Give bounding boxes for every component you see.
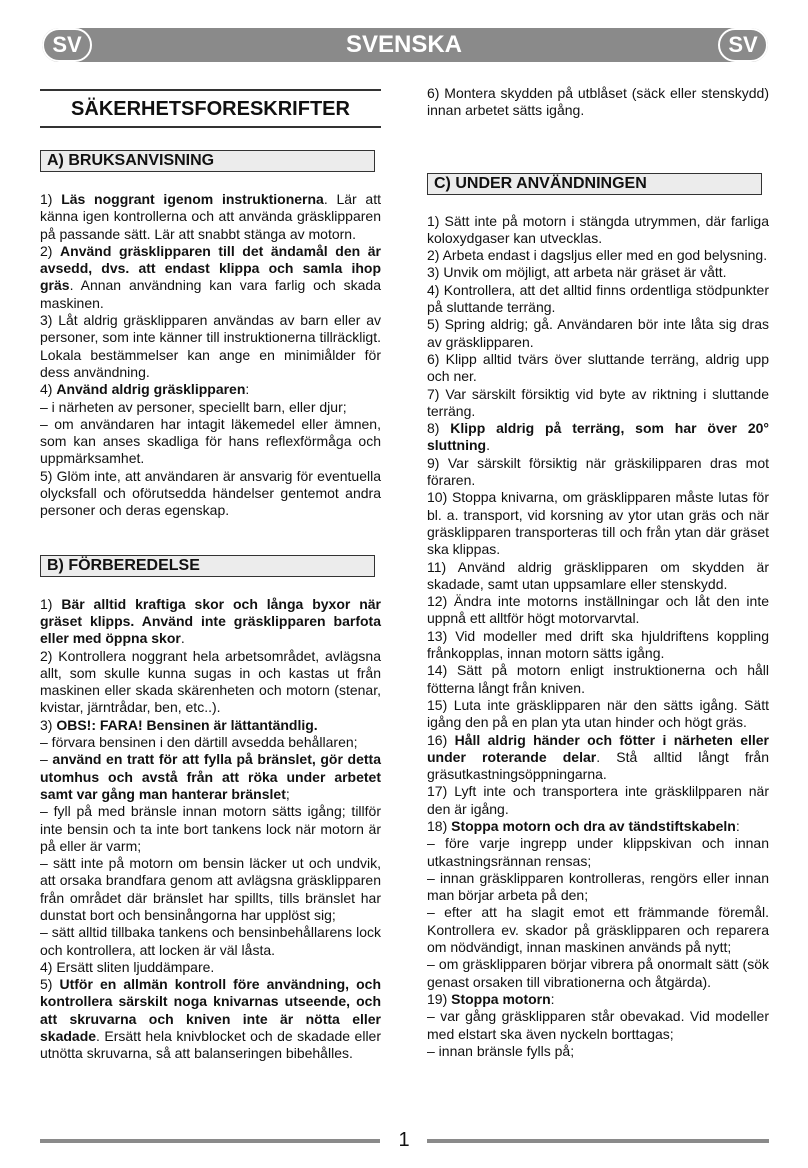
paragraph: 17) Lyft inte och transportera inte gräsklilpparen när den är igång.: [427, 783, 769, 817]
paragraph: – innan bränsle fylls på;: [427, 1042, 575, 1059]
paragraph: 1) Bär alltid kraftiga skor och långa byxor när gräset klipps. Använd inte gräsklipparen barfota eller med öppna skor.: [40, 595, 381, 647]
paragraph: – sätt alltid tillbaka tankens och bensinbehållarens lock och kontrollera, att locken är väl låsta.: [40, 924, 381, 958]
left-column: [40, 88, 381, 1063]
paragraph: 2) Arbeta endast i dagsljus eller med en god belysning.: [427, 247, 768, 264]
paragraph: 5) Glöm inte, att användaren är ansvarig för eventuella olycksfall och oförutsedda händelser gentemot andra personer och deras egenskap.: [40, 467, 381, 519]
paragraph: 10) Stoppa knivarna, om gräsklipparen måste lutas för bl. a. transport, vid korsning av ytor utan gräs och när gräsklipparen transporteras till och från ytan där gräset ska klippas.: [427, 489, 769, 558]
language-badge-right: SV: [718, 28, 768, 62]
paragraph: 19) Stoppa motorn:: [427, 990, 555, 1007]
right-intro: [427, 85, 769, 120]
language-badge-left: SV: [42, 28, 92, 62]
paragraph: – efter att ha slagit emot ett främmande föremål. Kontrollera ev. skador på gräsklipparen och reparera om nödvändigt, innan maskinen används på nytt;: [427, 904, 769, 956]
bold-text: Använd gräsklipparen till det ändamål den är avsedd, dvs. att endast klippa och samla ihop gräs: [40, 242, 381, 294]
paragraph: – i närheten av personer, speciellt barn, eller djur;: [40, 398, 347, 415]
paragraph: – om gräsklipparen börjar vibrera på onormalt sätt (sök genast orsaken till vibrationerna och åtgärda).: [427, 956, 769, 990]
section-a-body: [40, 191, 381, 520]
paragraph: – använd en tratt för att fylla på bränslet, gör detta utomhus och avstå från att röka under arbetet samt var gång man hanterar bränslet;: [40, 751, 381, 802]
paragraph: 3) Låt aldrig gräsklipparen användas av barn eller av personer, som inte känner till instruktionerna tillräckligt. Lokala bestämmelser kan ange en minimiålder för dess användning.: [40, 312, 381, 380]
paragraph: 5) Utför en allmän kontroll före användning, och kontrollera särskilt noga knivarnas utseende, och att skruvarna och kniven inte är nötta eller skadade. Ersätt hela knivblocket och de skadade eller utnötta skruvarna, så att balanseringen bibehålles.: [40, 976, 381, 1062]
paragraph: 9) Var särskilt försiktig när gräskilipparen dras mot föraren.: [427, 454, 769, 489]
section-c-heading: C) UNDER ANVÄNDNINGEN: [427, 173, 762, 195]
paragraph: 5) Spring aldrig; gå. Användaren bör inte låta sig dras av gräsklipparen.: [427, 316, 769, 350]
footer-rule-right: [427, 1139, 769, 1143]
paragraph: – innan gräsklipparen kontrolleras, rengörs eller innan man börjar arbeta på den;: [427, 869, 769, 904]
bold-text: Använd aldrig gräsklipparen: [56, 381, 246, 398]
paragraph: 12) Ändra inte motorns inställningar och låt den inte uppnå ett alltför högt motorvarvtal.: [427, 593, 769, 627]
paragraph: 11) Använd aldrig gräsklipparen om skydden är skadade, samt utan uppsamlare eller stenskydd.: [427, 558, 769, 592]
paragraph: 4) Ersätt sliten ljuddämpare.: [40, 958, 215, 975]
paragraph: 4) Kontrollera, att det alltid finns ordentliga stödpunkter på sluttande terräng.: [427, 281, 769, 316]
bold-text: Stoppa motorn: [451, 990, 551, 1007]
page-number: 1: [398, 1129, 410, 1151]
paragraph: 6) Klipp alltid tvärs över sluttande terräng, aldrig upp och ner.: [427, 350, 769, 385]
paragraph: – förvara bensinen i den därtill avsedda behållaren;: [40, 734, 358, 751]
paragraph: – var gång gräsklipparen står obevakad. Vid modeller med elstart ska även nyckeln borttagas;: [427, 1008, 769, 1042]
bold-text: Utför en allmän kontroll före användning, och kontrollera särskilt noga knivarnas utseende, och att skruvarna och kniven inte är nötta eller skadade: [40, 976, 381, 1045]
main-title: SÄKERHETSFORESKRIFTER: [40, 89, 381, 128]
section-c-body: [427, 213, 769, 1061]
paragraph: 2) Kontrollera noggrant hela arbetsområdet, avlägsna allt, som skulle kunna sugas in och kastas ut från maskinen eller skada skärenheten och motorn (stenar, kvistar, järntrådar, ben, etc..).: [40, 647, 381, 716]
paragraph: – före varje ingrepp under klippskivan och innan utkastningsrännan rensas;: [427, 835, 769, 869]
bold-text: använd en tratt för att fylla på bränslet, gör detta utomhus och avstå från att röka under arbetet samt var gång man hanterar bränslet: [40, 751, 381, 802]
bold-text: Stoppa motorn och dra av tändstiftskabeln: [451, 817, 736, 834]
paragraph: – fyll på med bränsle innan motorn sätts igång; tillför inte bensin och ta inte bort tankens lock när motorn är på eller är varm;: [40, 803, 381, 854]
right-column: [427, 85, 769, 1060]
bold-text: Klipp aldrig på terräng, som har över 20° sluttning: [427, 420, 769, 454]
paragraph: – om användaren har intagit läkemedel eller ämnen, som kan anses skadliga för hans reflexförmåga och uppmärksamhet.: [40, 415, 381, 467]
footer-rule-left: [40, 1139, 380, 1143]
bold-text: Håll aldrig händer och fötter i närheten eller under roterande delar: [427, 731, 770, 765]
paragraph: 8) Klipp aldrig på terräng, som har över 20° sluttning.: [427, 420, 769, 454]
page-header-title: SVENSKA: [345, 31, 463, 58]
paragraph: 6) Montera skydden på utblåset (säck eller stenskydd) innan arbetet sätts igång.: [427, 85, 769, 119]
paragraph: 7) Var särskilt försiktig vid byte av riktning i sluttande terräng.: [427, 385, 769, 419]
paragraph: 18) Stoppa motorn och dra av tändstiftskabeln:: [427, 817, 740, 834]
section-b-heading: B) FÖRBEREDELSE: [40, 555, 375, 577]
paragraph: 1) Läs noggrant igenom instruktionerna. Lär att känna igen kontrollerna och att använda gräsklipparen på passande sätt. Lär att snabbt stänga av motorn.: [40, 191, 381, 242]
bold-text: OBS!: FARA! Bensinen är lättantändlig.: [56, 716, 318, 733]
section-b-body: [40, 596, 381, 1063]
bold-text: Läs noggrant igenom instruktionerna: [61, 191, 324, 207]
bold-text: Bär alltid kraftiga skor och långa byxor när gräset klipps. Använd inte gräsklipparen barfota eller med öppna skor: [40, 595, 381, 647]
paragraph: 14) Sätt på motorn enligt instruktionerna och håll fötterna långt från kniven.: [427, 662, 769, 696]
paragraph: – sätt inte på motorn om bensin läcker ut och undvik, att orsaka brandfara genom att avlägsna gräsklipparen från området där bränslet har spillts, tills bränslet har dunstat bort och bensinångorna har upplöst sig;: [40, 855, 381, 923]
section-a-heading: A) BRUKSANVISNING: [40, 150, 375, 172]
paragraph: 4) Använd aldrig gräsklipparen:: [40, 381, 250, 398]
paragraph: 1) Sätt inte på motorn i stängda utrymmen, där farliga koloxydgaser kan utvecklas.: [427, 212, 769, 246]
paragraph: 2) Använd gräsklipparen till det ändamål den är avsedd, dvs. att endast klippa och samla ihop gräs. Annan användning kan vara farlig och skada maskinen.: [40, 242, 381, 311]
paragraph: 13) Vid modeller med drift ska hjuldriftens koppling frånkopplas, innan motorn sätts igång.: [427, 627, 769, 662]
paragraph: 15) Luta inte gräsklipparen när den sätts igång. Sätt igång den på en plan yta utan hinder och högt gräs.: [427, 696, 769, 731]
paragraph: 16) Håll aldrig händer och fötter i närheten eller under roterande delar. Stå alltid långt från gräsutkastningsöppningarna.: [427, 731, 770, 783]
paragraph: 3) Unvik om möjligt, att arbeta när gräset är vått.: [427, 264, 727, 281]
paragraph: 3) OBS!: FARA! Bensinen är lättantändlig.: [40, 716, 318, 733]
